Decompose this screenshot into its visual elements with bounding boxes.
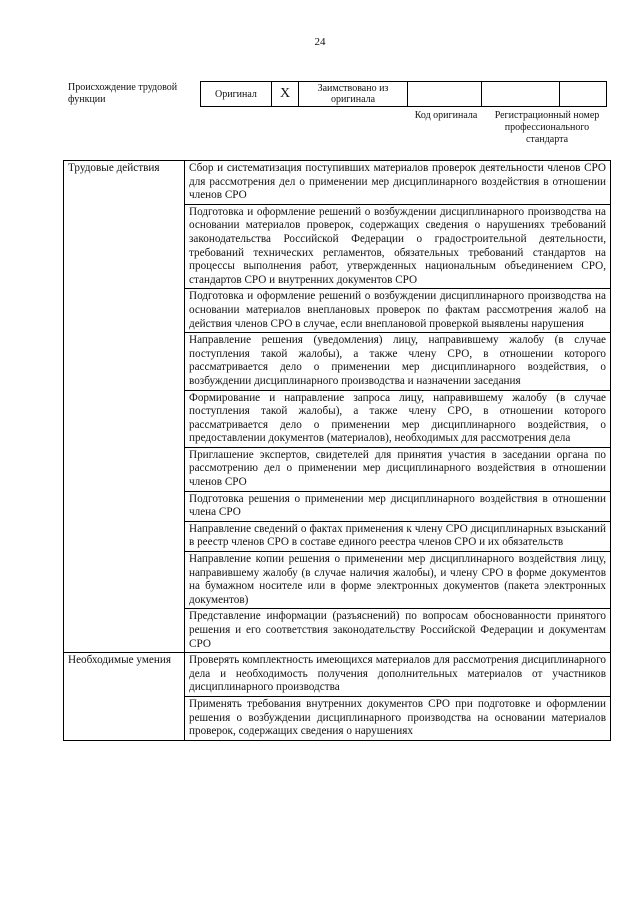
table-row xyxy=(64,161,611,205)
item-text: Подготовка и оформление решений о возбуждении дисциплинарного производства на основании материалов проверок, содержащих сведения о нарушениях требований законодательства Российской Федерации о градостроительной деятельности, требований технических регламентов, обязательных требований стандартов на процессы выполнения работ, утвержденных национальным объединением СРО, стандартов СРО и внутренних документов СРО xyxy=(185,204,611,289)
item-text: Проверять комплектность имеющихся материалов для рассмотрения дисциплинарного дела и необходимость получения дополнительных материалов от участников дисциплинарного производства xyxy=(185,653,611,697)
item-text: Подготовка решения о применении мер дисциплинарного воздействия в отношении члена СРО xyxy=(185,491,611,521)
item-text: Применять требования внутренних документов СРО при подготовке и оформлении решения о возбуждении дисциплинарного производства на основании материалов проверок, содержащих сведения о нарушениях xyxy=(185,696,611,740)
section-title: Необходимые умения xyxy=(64,653,185,741)
original-mark: X xyxy=(272,82,299,106)
page-number: 24 xyxy=(314,36,326,48)
section-title: Трудовые действия xyxy=(64,161,185,653)
item-text: Приглашение экспертов, свидетелей для принятия участия в заседании органа по рассмотрению дел о применении мер дисциплинарного воздействия в отношении членов СРО xyxy=(185,447,611,491)
origin-box xyxy=(200,81,607,107)
item-text: Сбор и систематизация поступивших материалов проверок деятельности членов СРО для рассмотрения дел о применении мер дисциплинарного воздействия в отношении членов СРО xyxy=(185,161,611,205)
function-table xyxy=(63,160,611,741)
item-text: Представление информации (разъяснений) по вопросам обоснованности принятого решения и его соответствия законодательству Российской Федерации и документам СРО xyxy=(185,609,611,653)
item-text: Формирование и направление запроса лицу, направившему жалобу (в случае поступления такой жалобы), а также члену СРО, в отношении которого рассматривается дело о применении мер дисциплинарного воздействия, о предоставлении документов (материалов), необходимых для рассмотрения дела xyxy=(185,390,611,447)
origin-label: Происхождение трудовой функции xyxy=(68,82,178,105)
item-text: Подготовка и оформление решений о возбуждении дисциплинарного производства на основании материалов внеплановых проверок по фактам рассмотрения жалоб на действия членов СРО в случае, если внеплановой проверкой выявлены нарушения xyxy=(185,289,611,333)
code-cell xyxy=(482,82,560,106)
empty-cell xyxy=(408,82,482,106)
item-text: Направление решения (уведомления) лицу, направившему жалобу (в случае поступления такой жалобы), а также члену СРО, в отношении которого рассматривается дело о применении мер дисциплинарного воздействия, о возбуждении дисциплинарного производства и назначении заседания xyxy=(185,333,611,390)
item-text: Направление копии решения о применении мер дисциплинарного воздействия лицу, направившему жалобу (в случае наличия жалобы), и члену СРО в форме документов на бумажном носителе или в форме электронных документов (пакета электронных документов) xyxy=(185,552,611,609)
item-text: Направление сведений о фактах применения к члену СРО дисциплинарных взысканий в реестр членов СРО в составе единого реестра членов СРО и их обязательств xyxy=(185,521,611,551)
original-label: Оригинал xyxy=(201,82,272,106)
reg-number-cell xyxy=(560,82,606,106)
borrowed-label: Заимствовано из оригинала xyxy=(299,82,408,106)
reg-caption: Регистрационный номер профессионального стандарта xyxy=(494,110,600,145)
code-caption: Код оригинала xyxy=(414,110,478,121)
table-row xyxy=(64,653,611,697)
